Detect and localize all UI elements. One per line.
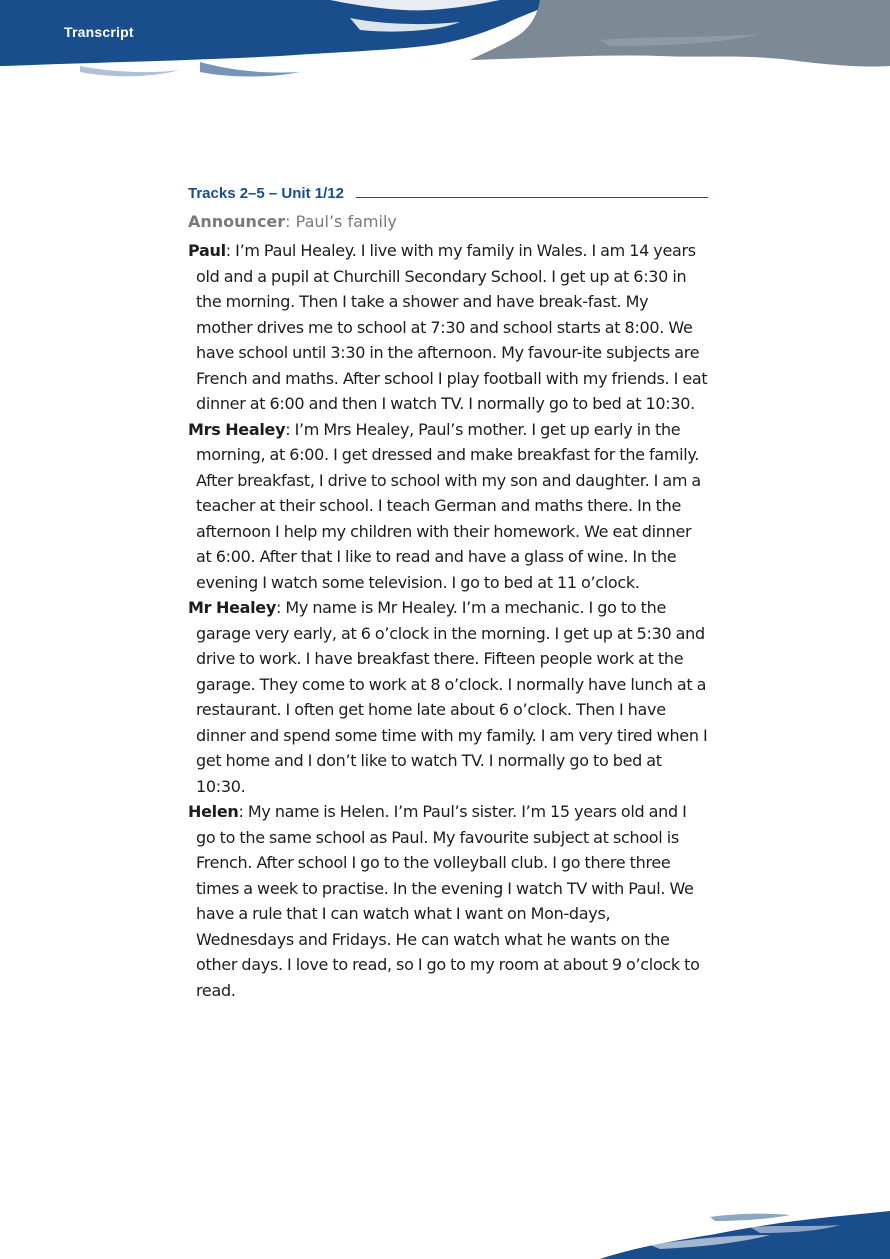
speaker-name: Mr Healey [188,598,276,617]
speech-mrs-healey [188,417,708,596]
track-heading [188,183,708,203]
speech-mr-healey [188,595,708,799]
header-label: Transcript [64,24,134,40]
speaker-name: Mrs Healey [188,419,286,439]
speaker-name: Paul [188,241,226,260]
speech-text: : I’m Paul Healey. I live with my family in Wales. I am 14 years old and a pupil at Churchill Secondary School. I get up at 6:30 in the morning. Then I take a shower and have break-fast. My mother drives me to school at 7:30 and school starts at 8:00. We have school until 3:30 in the afternoon. My favour-ite subjects are French and maths. After school I play football with my friends. I eat dinner at 6:00 and then I watch TV. I normally go to bed at 10:30. [196,241,708,413]
speech-text: : My name is Mr Healey. I’m a mechanic. I go to the garage very early, at 6 o’clock in the morning. I get up at 5:30 and drive to work. I have breakfast there. Fifteen people work at the garage. They come to work at 8 o’clock. I normally have lunch at a restaurant. I often get home late about 6 o’clock. Then I have dinner and spend some time with my family. I am very tired when I get home and I don’t like to watch TV. I normally go to bed at 10:30. [196,598,708,796]
speech-helen [188,799,708,1003]
track-heading-rule [356,197,708,198]
header-brush-banner [0,0,890,80]
transcript-content [188,183,708,1003]
speech-paul [188,238,708,417]
announcer-name: Announcer [188,212,286,231]
announcer-text: : Paul’s family [285,212,397,231]
speaker-name: Helen [188,802,239,821]
track-title: Tracks 2–5 – Unit 1/12 [188,184,344,202]
announcer-line [188,212,708,232]
speech-text: : I’m Mrs Healey, Paul’s mother. I get up early in the morning, at 6:00. I get dressed and make breakfast for the family. After breakfast, I drive to school with my son and daughter. I am a teacher at their school. I teach German and maths there. In the afternoon I help my children with their homework. We eat dinner at 6:00. After that I like to read and have a glass of wine. In the evening I watch some television. I go to bed at 11 o’clock. [196,419,701,592]
speech-text: : My name is Helen. I’m Paul’s sister. I’m 15 years old and I go to the same school as Paul. My favourite subject at school is French. After school I go to the volleyball club. I go there three times a week to practise. In the evening I watch TV with Paul. We have a rule that I can watch what I want on Mon-days, Wednesdays and Fridays. He can watch what he wants on the other days. I love to read, so I go to my room at about 9 o’clock to read. [196,802,700,1000]
footer-brush-stroke [590,1205,890,1259]
